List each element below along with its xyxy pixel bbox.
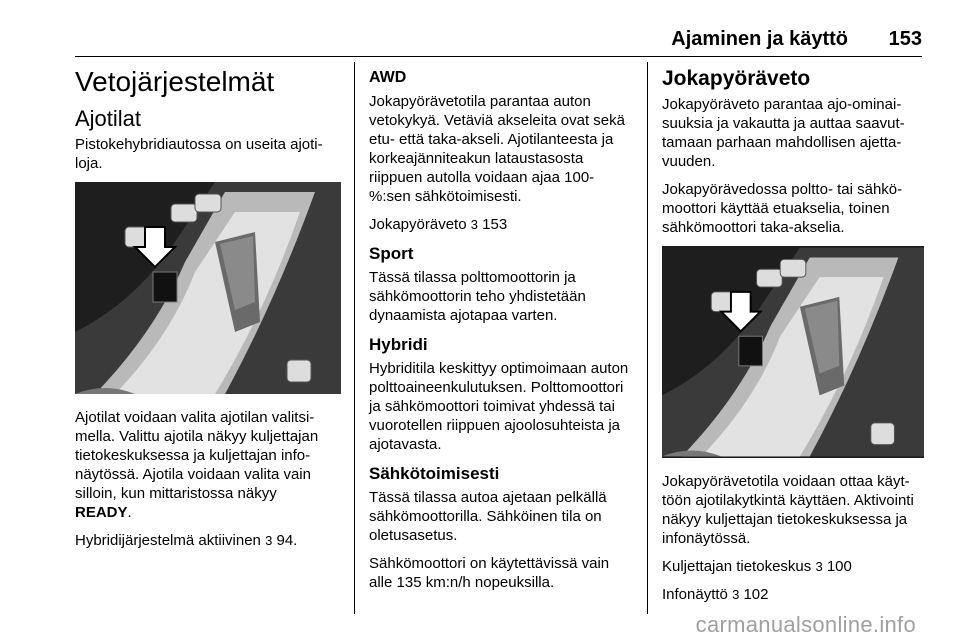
page-header bbox=[0, 28, 960, 58]
page-number: 153 bbox=[888, 28, 922, 50]
awd-intro: Jokapyöräveto parantaa ajo-ominaisuuksia ja vakautta ja auttaa saavuttamaan parhaan mahdollisen ajettavuuden. bbox=[662, 96, 905, 170]
selection-paragraph: Ajotilat voidaan valita ajotilan valitsimella. Valittu ajotila näkyy kuljettajan tietokeskuksessa ja kuljettajan infonäytössä. Ajotila voidaan valita vain silloin, kun mittaristossa näkyy READY. bbox=[75, 409, 319, 521]
page-ref-icon: 3 bbox=[815, 559, 823, 574]
sport-paragraph: Tässä tilassa polttomoottorin ja sähkömoottorin teho yhdistetään dynaamista ajotapaa varten. bbox=[369, 269, 586, 324]
drive-mode-selector-photo bbox=[662, 246, 924, 458]
electric-paragraph-1: Tässä tilassa autoa ajetaan pelkällä sähkömoottorilla. Sähköinen tila on oletusasetus. bbox=[369, 489, 607, 544]
subsection-title: Ajotilat bbox=[75, 106, 142, 131]
column-divider bbox=[647, 62, 648, 614]
hybrid-heading: Hybridi bbox=[369, 335, 428, 354]
intro-paragraph: Pistokehybridiautossa on useita ajotiloja. bbox=[75, 136, 323, 172]
hybrid-paragraph: Hybriditila keskittyy optimoimaan auton polttoaineenkulutuksen. Polttomoottori ja sähkömoottori toimivat yhdessä tai vuorotellen riippuen ajoolosuhteista ja ajotavasta. bbox=[369, 360, 629, 453]
column-divider bbox=[354, 62, 355, 614]
drive-mode-selector-photo bbox=[75, 182, 341, 394]
awd-paragraph: Jokapyörävetotila parantaa auton vetokykyä. Vetäviä akseleita ovat sekä etu- että taka-akseli. Ajotilanteesta ja korkeajänniteakun lataustasosta riippuen autolla voidaan ajaa 100-%:sen sähkötoimisesti. bbox=[369, 93, 625, 205]
watermark: carmanualsonline.info bbox=[695, 612, 916, 637]
info-display-reference[interactable]: Infonäyttö 3 102 bbox=[662, 586, 769, 603]
page-ref-icon: 3 bbox=[470, 217, 478, 232]
awd-section-title: Jokapyöräveto bbox=[662, 67, 811, 90]
ready-indicator: READY bbox=[75, 504, 128, 521]
chapter-title: Vetojärjestelmät bbox=[75, 66, 275, 97]
driver-info-reference[interactable]: Kuljettajan tietokeskus 3 100 bbox=[662, 558, 852, 575]
electric-heading: Sähkötoimisesti bbox=[369, 464, 500, 483]
awd-reference[interactable]: Jokapyöräveto 3 153 bbox=[369, 216, 508, 233]
column-2 bbox=[369, 62, 635, 601]
electric-paragraph-2: Sähkömoottori on käytettävissä vain alle 135 km:n/h nopeuksilla. bbox=[369, 555, 610, 591]
awd-activation: Jokapyörävetotila voidaan ottaa käyttöön ajotilakytkintä käyttäen. Aktivointi näkyy kuljettajan tietokeskuksessa ja infonäytössä. bbox=[662, 473, 914, 547]
page-ref-icon: 3 bbox=[265, 533, 273, 548]
header-rule bbox=[75, 56, 922, 57]
column-1 bbox=[75, 62, 341, 559]
hybrid-system-reference[interactable]: Hybridijärjestelmä aktiivinen 3 94. bbox=[75, 532, 298, 549]
column-3 bbox=[662, 62, 924, 613]
awd-heading: AWD bbox=[369, 69, 407, 86]
sport-heading: Sport bbox=[369, 244, 414, 263]
section-title: Ajaminen ja käyttö bbox=[671, 28, 848, 50]
page-ref-icon: 3 bbox=[732, 587, 740, 602]
awd-axles: Jokapyörävedossa poltto- tai sähkömoottori käyttää etuakselia, toinen sähkömoottori taka-akselia. bbox=[662, 181, 903, 236]
